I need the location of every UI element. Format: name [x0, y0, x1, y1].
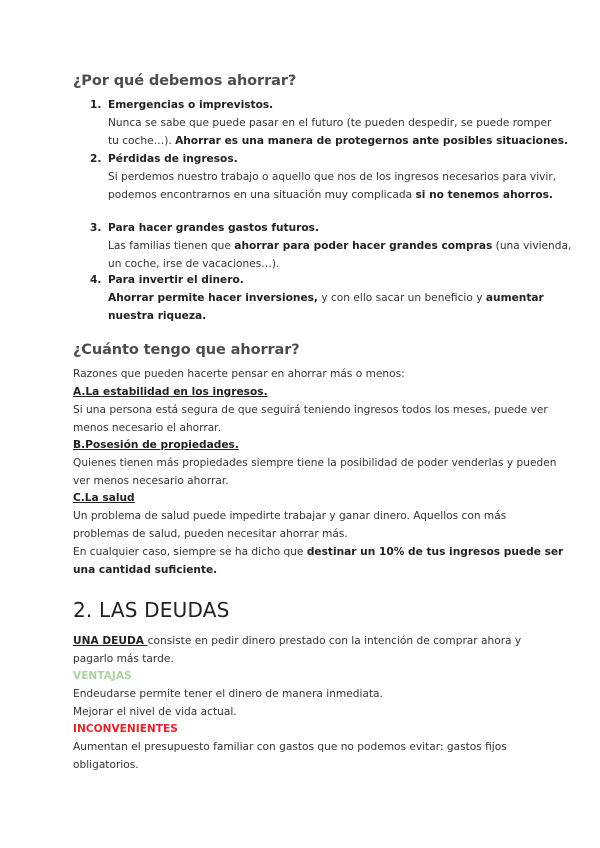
label-ventajas: VENTAJAS [73, 670, 132, 682]
paragraph-text: Quienes tienen más propiedades siempre tiene la posibilidad de poder venderlas y pueden [73, 457, 557, 469]
paragraph-text: problemas de salud, pueden necesitar ahorrar más. [73, 528, 348, 540]
list-item-text: un coche, irse de vacaciones…). [108, 258, 280, 270]
subheading-a: A.La estabilidad en los ingresos. [73, 386, 268, 398]
paragraph-text: pagarlo más tarde. [73, 653, 174, 665]
paragraph-text: Si una persona está segura de que seguirá teniendo ingresos todos los meses, puede ver [73, 404, 548, 416]
list-item-heading: Emergencias o imprevistos. [108, 99, 274, 111]
heading-why-save: ¿Por qué debemos ahorrar? [73, 73, 297, 89]
paragraph-text: una cantidad suficiente. [73, 564, 218, 576]
subheading-c: C.La salud [73, 492, 135, 504]
list-item-heading: Para invertir el dinero. [108, 274, 244, 286]
list-item-text: Las familias tienen que ahorrar para poder hacer grandes compras (una vivienda, [108, 240, 572, 252]
heading-las-deudas: 2. LAS DEUDAS [73, 598, 230, 622]
list-item-text: nuestra riqueza. [108, 310, 207, 322]
paragraph-text: obligatorios. [73, 759, 139, 771]
paragraph-text: En cualquier caso, siempre se ha dicho que destinar un 10% de tus ingresos puede ser [73, 546, 564, 558]
paragraph-text: Endeudarse permite tener el dinero de manera inmediata. [73, 688, 383, 700]
list-item-heading: Para hacer grandes gastos futuros. [108, 222, 319, 234]
paragraph-text: Mejorar el nivel de vida actual. [73, 706, 237, 718]
paragraph-text: UNA DEUDA consiste en pedir dinero prestado con la intención de comprar ahora y [73, 635, 522, 647]
label-inconvenientes: INCONVENIENTES [73, 723, 178, 735]
intro-text: Razones que pueden hacerte pensar en ahorrar más o menos: [73, 368, 405, 380]
paragraph-text: ver menos necesario ahorrar. [73, 475, 229, 487]
paragraph-text: Aumentan el presupuesto familiar con gastos que no podemos evitar: gastos fijos [73, 741, 507, 753]
list-item-heading: Pérdidas de ingresos. [108, 153, 238, 165]
list-number: 3. [90, 222, 102, 234]
list-number: 2. [90, 153, 102, 165]
list-item-text: tu coche…). Ahorrar es una manera de protegernos ante posibles situaciones. [108, 135, 569, 147]
paragraph-text: Un problema de salud puede impedirte trabajar y ganar dinero. Aquellos con más [73, 510, 507, 522]
list-item-text: Ahorrar permite hacer inversiones, y con ello sacar un beneficio y aumentar [108, 292, 544, 304]
list-item-text: Si perdemos nuestro trabajo o aquello que nos de los ingresos necesarios para vivir, [108, 171, 557, 183]
paragraph-text: menos necesario el ahorrar. [73, 422, 221, 434]
subheading-b: B.Posesión de propiedades. [73, 439, 239, 451]
list-item-text: Nunca se sabe que puede pasar en el futuro (te pueden despedir, se puede romper [108, 117, 552, 129]
heading-how-much-save: ¿Cuánto tengo que ahorrar? [73, 342, 300, 358]
list-item-text: podemos encontrarnos en una situación muy complicada si no tenemos ahorros. [108, 189, 553, 201]
list-number: 4. [90, 274, 102, 286]
list-number: 1. [90, 99, 102, 111]
